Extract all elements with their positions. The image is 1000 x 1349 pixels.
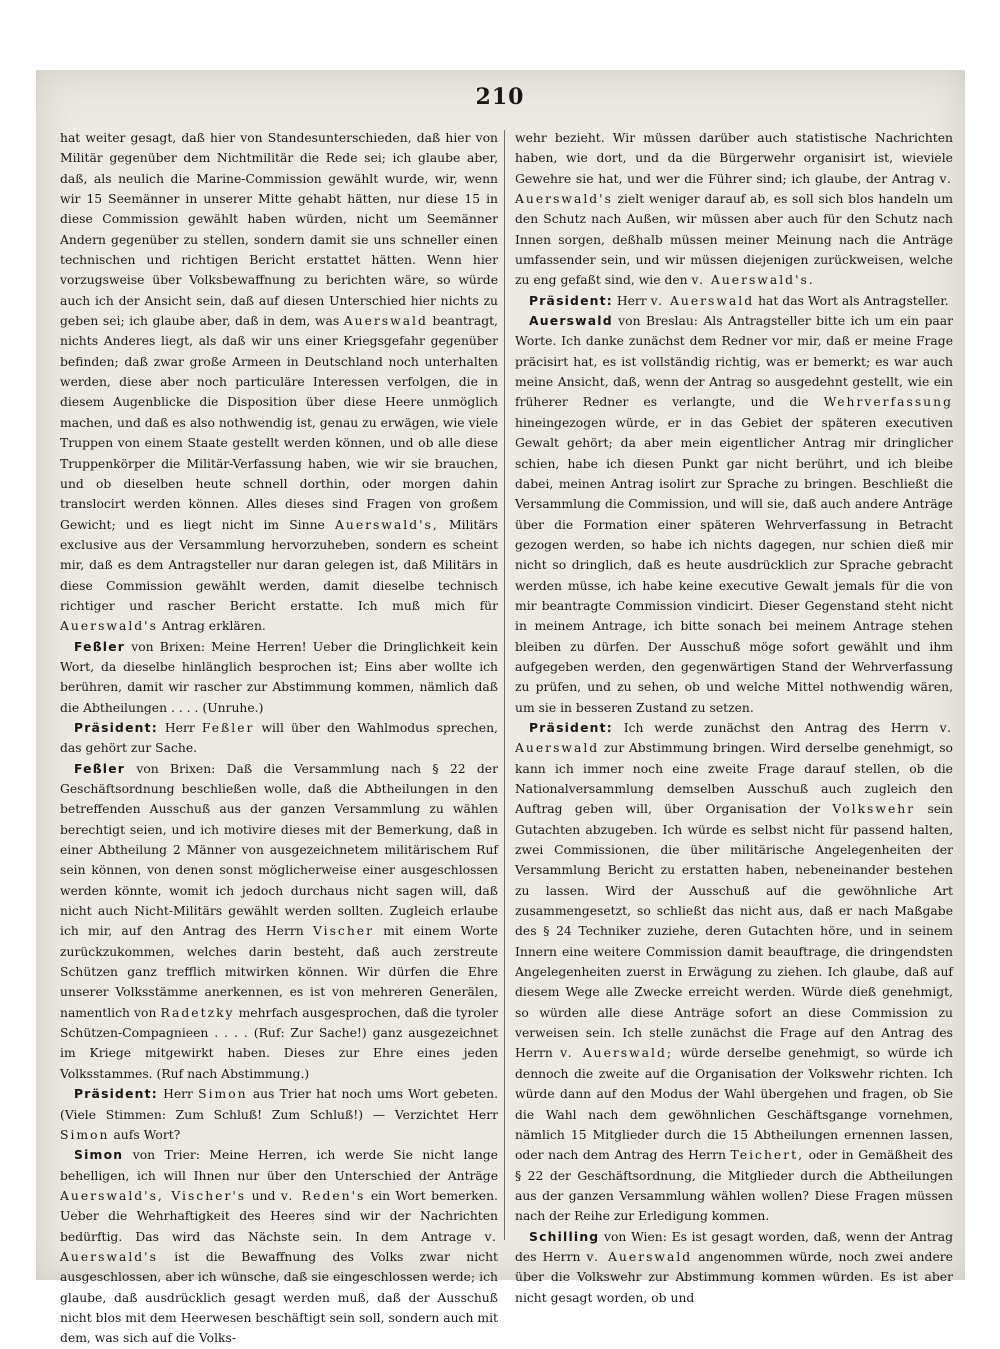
speaker-label: Simon bbox=[74, 1148, 124, 1163]
column-divider bbox=[504, 130, 505, 1240]
speaker-name: v. Auerswald bbox=[650, 293, 755, 308]
paragraph: Präsident: Ich werde zunächst den Antrag des Herrn v. Auerswald zur Abstimmung bringen. Wird derselbe genehmigt, so kann ich immer noch eine zweite Frage darauf stellen, ob die Nationalversammlung demselben Ausschuß auch zugleich den Auftrag geben will, über Organisation der Volkswehr sein Gutachten abzugeben. Ich würde es selbst nicht für passend halten, zwei Commissionen, die über militärische Angelegenheiten der Versammlung Bericht zu erstatten haben, nebeneinander bestehen zu lassen. Wird der Ausschuß auf die gewöhnliche Art zusammengesetzt, so schließt das nicht aus, daß er nach Maßgabe des § 24 Techniker zuziehe, deren Gutachten höre, und in seinem Innern eine weitere Commission damit beauftrage, die dringendsten Angelegenheiten zuerst in Erwägung zu ziehen. Ich glaube, daß auf diesem Wege alle Zwecke erreicht werden. Würde dieß genehmigt, so würden alle diese Anträge sofort an diese Commission zu verweisen sein. Ich stelle zunächst die Frage auf den Antrag des Herrn v. Auerswald; würde derselbe genehmigt, so würde ich dennoch die zweite auf die Organisation der Volkswehr richten. Ich würde dann auf den Modus der Wahl übergehen und fragen, ob Sie die Wahl nach dem gewöhnlichen Geschäftsgange vornehmen, nämlich 15 Mitglieder durch die 15 Abtheilungen ernennen lassen, oder nach dem Antrag des Herrn Teichert, oder in Gemäßheit des § 22 der Geschäftsordnung, die Mitglieder durch die Abtheilungen aus der ganzen Versammlung wählen wollen? Diese Fragen müssen nach der Reihe zur Erledigung kommen. bbox=[515, 720, 953, 1224]
speaker-name: v. Auerswald's bbox=[60, 1229, 498, 1264]
emphasized-word: Wehrverfassung bbox=[823, 395, 953, 410]
speaker-name: Auerswald bbox=[343, 314, 428, 329]
speaker-label: Präsident: bbox=[529, 293, 613, 308]
speaker-name: Simon bbox=[60, 1127, 110, 1142]
paragraph: wehr bezieht. Wir müssen darüber auch statistische Nachrichten haben, wie dort, und da die Bürgerwehr organisirt ist, wieviele Gewehre sie hat, und wer die Führer sind; ich glaube, der Antrag v. Auerswald's zielt weniger darauf ab, es soll sich blos handeln um den Schutz nach Außen, wir müssen aber auch für den Schutz nach Innen sorgen, deßhalb müssen meiner Meinung nach die Anträge umfassender sein, und wir müssen diejenigen zurückweisen, welche zu eng gefaßt sind, wie den v. Auerswald's. bbox=[515, 131, 953, 288]
page-number: 210 bbox=[475, 84, 525, 110]
speaker-name: Vischer bbox=[312, 924, 374, 939]
paragraph: Schilling von Wien: Es ist gesagt worden, daß, wenn der Antrag des Herrn v. Auerswald angenommen würde, noch zwei andere über die Volkswehr zur Abstimmung kommen würden. Es ist aber nicht gesagt worden, ob und bbox=[515, 1229, 953, 1305]
speaker-label: Präsident: bbox=[74, 720, 158, 735]
speaker-label: Auerswald bbox=[529, 314, 613, 329]
speaker-name: v. Auerswald bbox=[586, 1249, 693, 1264]
paragraph: Präsident: Herr Feßler will über den Wahlmodus sprechen, das gehört zur Sache. bbox=[60, 720, 498, 756]
paragraph: Simon von Trier: Meine Herren, ich werde Sie nicht lange behelligen, ich will Ihnen nur über den Unterschied der Anträge Auerswald's, Vischer's und v. Reden's ein Wort bemerken. Ueber die Wehrhaftigkeit des Heeres sind wir der Nachrichten bedürftig. Das wird das Nächste sein. In dem Antrage v. Auerswald's ist die Bewaffnung des Volks zwar nicht ausgeschlossen, aber ich wünsche, daß sie eingeschlossen werde; ich glaube, daß ausdrücklich gesagt werden muß, daß der Ausschuß nicht blos mit dem Heerwesen beschäftigt sein soll, sondern auch mit dem, was sich auf die Volks- bbox=[60, 1148, 498, 1346]
speaker-label: Feßler bbox=[74, 639, 126, 654]
paragraph: Feßler von Brixen: Meine Herren! Ueber die Dringlichkeit kein Wort, da dieselbe hinlänglich besprochen ist; Eins aber wollte ich berühren, damit wir rascher zur Abstimmung kommen, nämlich daß die Abtheilungen . . . . (Unruhe.) bbox=[60, 639, 498, 715]
speaker-label: Schilling bbox=[529, 1229, 600, 1244]
emphasized-word: Volkswehr bbox=[832, 802, 916, 817]
speaker-name: v. Auerswald bbox=[515, 720, 953, 756]
speaker-label: Präsident: bbox=[529, 720, 613, 735]
speaker-name: Radetzky bbox=[160, 1005, 235, 1020]
speaker-label: Präsident: bbox=[74, 1087, 158, 1102]
speaker-name: v. Auerswald's bbox=[515, 171, 953, 207]
speaker-name: Auerswald's bbox=[60, 619, 158, 634]
speaker-label: Feßler bbox=[74, 761, 126, 776]
paragraph: Präsident: Herr Simon aus Trier hat noch ums Wort gebeten. (Viele Stimmen: Zum Schluß! Zum Schluß!) — Verzichtet Herr Simon aufs Wort? bbox=[60, 1087, 498, 1142]
paragraph: Feßler von Brixen: Daß die Versammlung nach § 22 der Geschäftsordnung beschließen wolle, daß die Abtheilungen in den betreffenden Ausschuß aus der ganzen Versammlung zu wählen berechtigt seien, und ich motivire dieses mit der Bemerkung, daß in einer Abtheilung 2 Männer von ausgezeichnetem militärischem Ruf sein können, von denen sonst möglicherweise einer ausgeschlossen werden könnte, womit ich jedoch durchaus nicht sagen will, daß nicht auch Nicht-Militärs gewählt werden sollten. Zugleich erlaube ich mir, auf den Antrag des Herrn Vischer mit einem Worte zurückzukommen, welches darin besteht, daß auch zerstreute Schützen ganz trefflich mitwirken können. Wir dürfen die Ehre unserer Volksstämme anerkennen, es ist von mehreren Generälen, namentlich von Radetzky mehrfach ausgesprochen, daß die tyroler Schützen-Compagnieen . . . . (Ruf: Zur Sache!) ganz ausgezeichnet im Kriege mitgewirkt haben. Dieses zur Ehre eines jeden Volksstammes. (Ruf nach Abstimmung.) bbox=[60, 761, 498, 1081]
speaker-name: Auerswald's, Vischer's bbox=[60, 1188, 247, 1203]
speaker-name: v. Auerswald; bbox=[560, 1046, 674, 1061]
right-column bbox=[515, 128, 953, 1308]
paragraph: hat weiter gesagt, daß hier von Standesunterschieden, daß hier von Militär gegenüber dem Nichtmilitär die Rede sei; ich glaube aber, daß, als neulich die Marine-Commission gewählt wurde, wir, wenn wir 15 Seemänner in unserer Mitte gehabt hätten, nur diese 15 in diese Commission gewählt haben würden, nicht um Seemänner Andern gegenüber zu stellen, sondern damit sie uns schneller einen technischen und richtigen Bericht erstattet hätten. Wenn hier vorzugsweise über Volksbewaffnung zu berichten wäre, so würde auch ich der Ansicht sein, daß auf diesen Unterschied hier nichts zu geben sei; ich glaube aber, daß in dem, was Auerswald beantragt, nichts Anderes liegt, als daß wir uns einer Kriegsgefahr gegenüber befinden; daß zwar große Armeen in Deutschland noch unterhalten werden, diese aber noch particuläre Interessen verfolgen, die in diesem Augenblicke die Disposition über diese Heere unmöglich machen, und daß es also nothwendig ist, genau zu erwägen, wie viele Truppen von einem Staate gestellt werden können, und ob alle diese Truppenkörper die Militär-Verfassung haben, wie wir sie brauchen, und ob dieselben heute schnell dorthin, oder morgen dahin translocirt werden können. Alles dieses sind Fragen von großem Gewicht; und es liegt nicht im Sinne Auerswald's, Militärs exclusive aus der Versammlung hervorzuheben, sondern es scheint mir, daß es dem Antragsteller nur daran gelegen ist, daß Militärs in diese Commission gewählt werden, damit dieselbe technisch richtiger und rascher Bericht erstatte. Ich muß mich für Auerswald's Antrag erklären. bbox=[60, 131, 498, 634]
left-column bbox=[60, 128, 498, 1349]
speaker-name: v. Reden's bbox=[280, 1188, 366, 1203]
paragraph: Präsident: Herr v. Auerswald hat das Wort als Antragsteller. bbox=[529, 293, 949, 308]
paragraph: Auerswald von Breslau: Als Antragsteller bitte ich um ein paar Worte. Ich danke zunächst dem Redner vor mir, daß er meine Frage präcisirt hat, es ist vollständig richtig, was er bemerkt; es war auch meine Ansicht, daß, wenn der Antrag so ausgedehnt gestellt, wie ein früherer Redner es verlangte, und die Wehrverfassung hineingezogen würde, er in das Gebiet der späteren executiven Gewalt gehört; da aber mein eigentlicher Antrag mir dringlicher schien, habe ich diesen Punkt gar nicht berührt, und ich bleibe dabei, meinen Antrag isolirt zur Sprache zu bringen. Beschließt die Versammlung die Commission, und will sie, daß auch andere Anträge über die Formation einer späteren Wehrverfassung in Betracht gezogen werden, so habe ich nichts dagegen, nur schien dieß mir nicht so dringlich, daß es heute ausdrücklich zur Sprache gebracht werden müsse, ich habe keine executive Gewalt jemals für die von mir beantragte Commission vindicirt. Dieser Gegenstand steht nicht in meinem Antrage, ich bitte sonach bei meinem Antrage stehen bleiben zu dürfen. Der Ausschuß möge sofort gewählt und ihm aufgegeben werden, den gegenwärtigen Stand der Wehrverfassung zu prüfen, und zu sehen, ob und welche Mittel nothwendig wären, um sie in besseren Zustand zu setzen. bbox=[515, 314, 953, 715]
speaker-name: Simon bbox=[198, 1087, 248, 1102]
speaker-name: v. Auerswald's. bbox=[691, 273, 815, 288]
speaker-name: Auerswald's, bbox=[334, 517, 439, 532]
speaker-name: Teichert, bbox=[730, 1148, 804, 1163]
speaker-name: Feßler bbox=[201, 720, 255, 735]
